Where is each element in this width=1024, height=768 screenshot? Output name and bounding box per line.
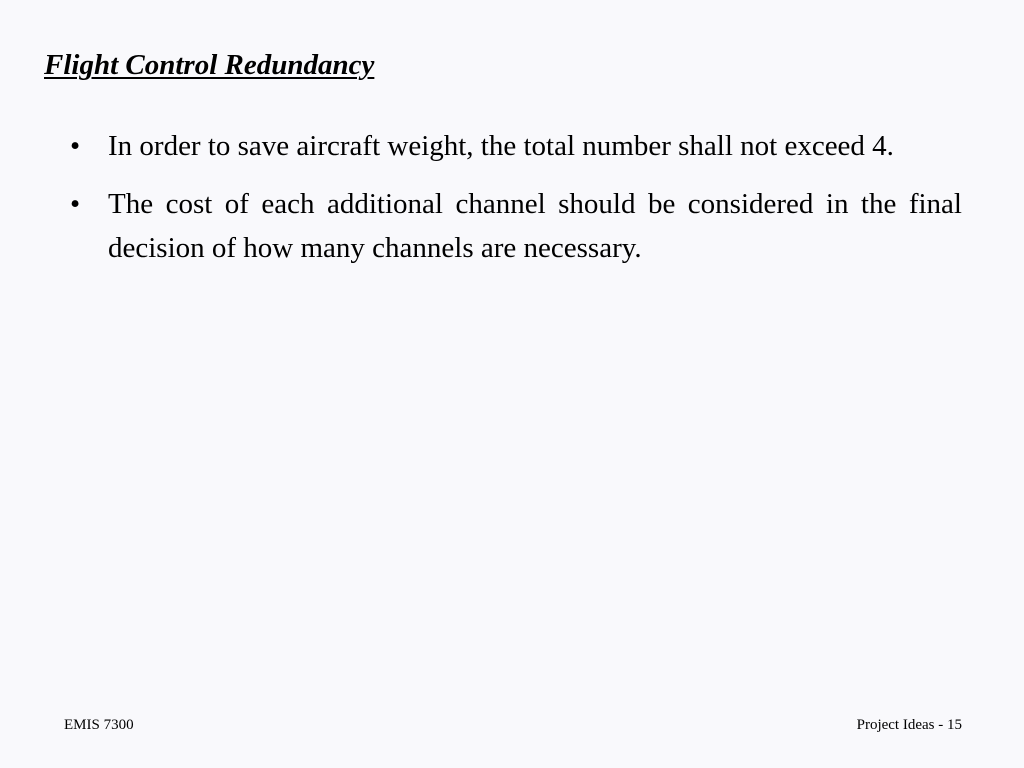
footer-page-label: Project Ideas - 15	[856, 717, 962, 733]
bullet-item	[70, 182, 962, 270]
bullet-marker: •	[70, 130, 81, 162]
bullet-list	[70, 124, 962, 284]
bullet-text: The cost of each additional channel should be considered in the final decision of how many channels are necessary.	[108, 188, 962, 264]
footer-course: EMIS 7300	[64, 717, 134, 733]
bullet-marker: •	[70, 188, 81, 220]
bullet-item	[70, 124, 962, 168]
slide-title: Flight Control Redundancy	[44, 49, 375, 81]
bullet-text: In order to save aircraft weight, the total number shall not exceed 4.	[108, 130, 894, 162]
